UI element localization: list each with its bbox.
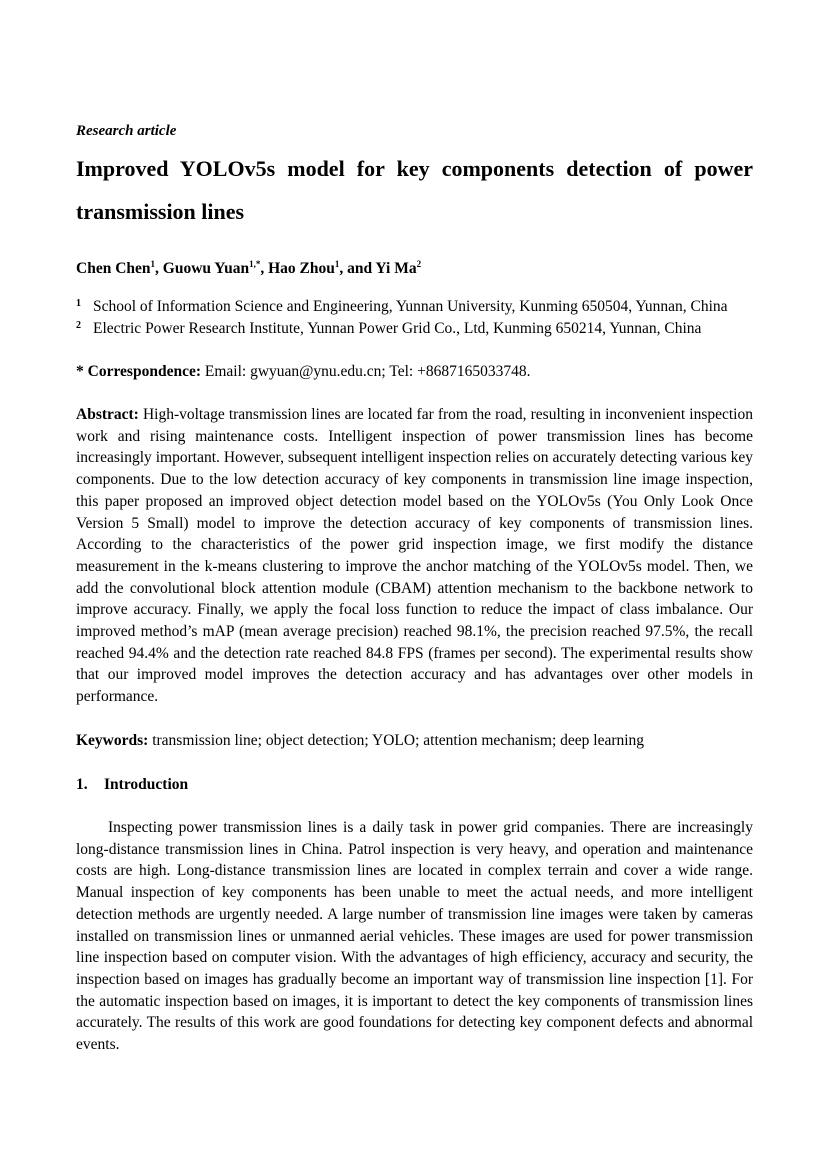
affiliation-number: 1 (76, 298, 81, 309)
author-name: Yi Ma (375, 260, 417, 277)
author-name: Guowu Yuan (162, 260, 250, 277)
author (375, 260, 421, 277)
correspondence-label: Correspondence: (87, 363, 201, 380)
author (268, 260, 375, 277)
author-name: Hao Zhou (268, 260, 335, 277)
affiliation (76, 296, 753, 318)
author (163, 260, 268, 277)
author-affiliation-mark: 1 (150, 259, 156, 269)
keywords-text: transmission line; object detection; YOLO; attention mechanism; deep learning (148, 732, 645, 749)
correspondence-marker: * (76, 363, 88, 380)
keywords-label: Keywords: (76, 732, 149, 749)
affiliation-number: 2 (76, 320, 81, 331)
affiliation (76, 318, 753, 340)
correspondence-text: Email: gwyuan@ynu.edu.cn; Tel: +8687165033748. (201, 363, 531, 380)
author-affiliation-mark: 2 (416, 259, 422, 269)
affiliation-text: School of Information Science and Engineering, Yunnan University, Kunming 650504, Yunnan, China (93, 298, 728, 315)
abstract (76, 404, 753, 708)
affiliation-text: Electric Power Research Institute, Yunnan Power Grid Co., Ltd, Kunming 650214, Yunnan, China (93, 320, 702, 337)
author-affiliation-mark: 1 (334, 259, 340, 269)
affiliation-list (76, 296, 753, 340)
author-separator: , and (339, 260, 376, 277)
article-type-label: Research article (76, 123, 177, 139)
section-heading (76, 774, 753, 796)
correspondence (76, 361, 753, 383)
author-list (76, 253, 753, 280)
author-affiliation-mark: 1,* (249, 259, 261, 269)
keywords (76, 730, 753, 752)
abstract-text: High-voltage transmission lines are located far from the road, resulting in inconvenient inspection work and rising maintenance costs. Intelligent inspection of power transmission lines has become increasingly important. However, subsequent intelligent inspection relies on accurately detecting various key components. Due to the low detection accuracy of key components in transmission line image inspection, this paper proposed an improved object detection model based on the YOLOv5s (You Only Look Once Version 5 Small) model to improve the detection accuracy of key components of transmission lines. According to the characteristics of the power grid inspection image, we first modify the distance measurement in the k-means clustering to improve the anchor matching of the YOLOv5s model. Then, we add the convolutional block attention module (CBAM) attention mechanism to the backbone network to improve accuracy. Finally, we apply the focal loss function to reduce the impact of class imbalance. Our improved method’s mAP (mean average precision) reached 98.1%, the precision reached 97.5%, the recall reached 94.4% and the detection rate reached 84.8 FPS (frames per second). The experimental results show that our improved model improves the detection accuracy and has advantages over other models in performance. (76, 406, 753, 706)
section-title: Introduction (104, 776, 189, 793)
author (76, 260, 163, 277)
paper-title: Improved YOLOv5s model for key components detection of power transmission lines (76, 156, 753, 224)
abstract-label: Abstract: (76, 406, 139, 423)
introduction-paragraph: Inspecting power transmission lines is a daily task in power grid companies. There are increasingly long-distance transmission lines in China. Patrol inspection is very heavy, and operation and maintenance costs are high. Long-distance transmission lines are located in complex terrain and cover a wide range. Manual inspection of key components has been unable to meet the actual needs, and more intelligent detection methods are urgently needed. A large number of transmission line images were taken by cameras installed on transmission lines or unmanned aerial vehicles. These images are used for power transmission line inspection based on computer vision. With the advantages of high efficiency, accuracy and security, the inspection based on images has gradually become an important way of transmission line inspection [1]. For the automatic inspection based on images, it is important to detect the key components of transmission lines accurately. The results of this work are good foundations for detecting key component defects and abnormal events. (76, 819, 753, 1054)
author-separator: , (155, 260, 163, 277)
section-number: 1. (76, 776, 88, 793)
author-separator: , (260, 260, 269, 277)
author-name: Chen Chen (76, 260, 151, 277)
